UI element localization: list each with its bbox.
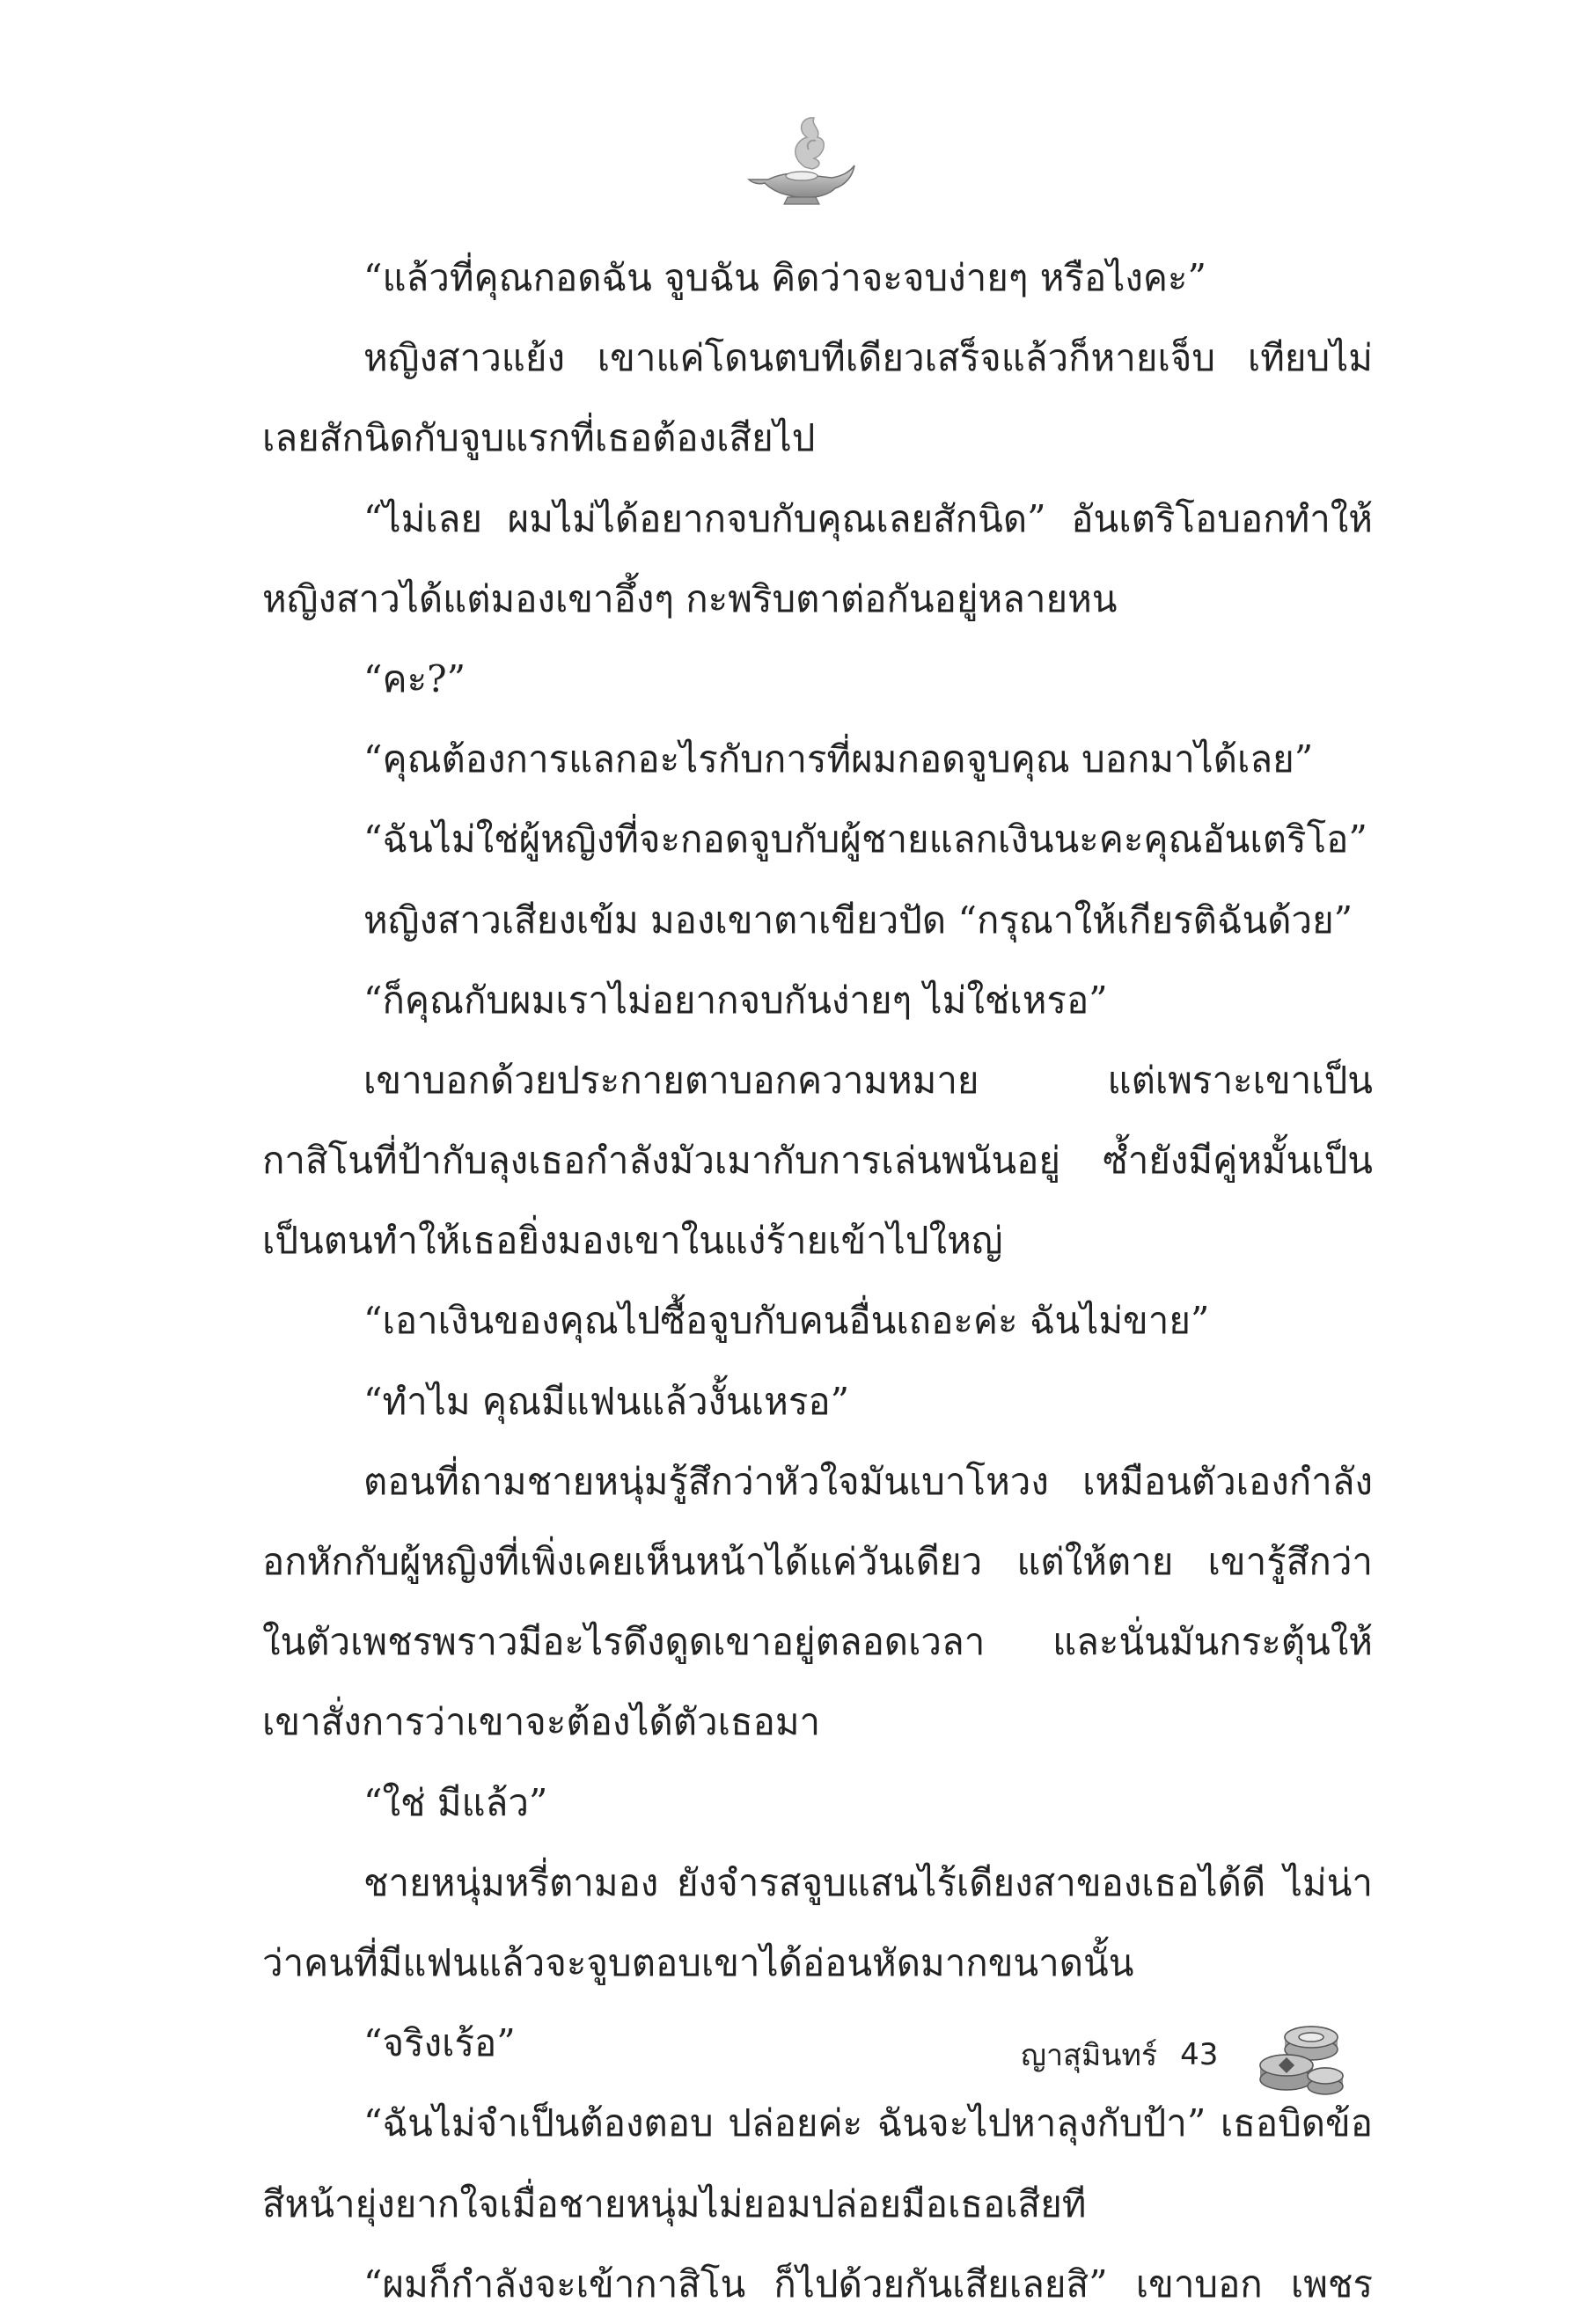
text-line: สีหน้ายุ่งยากใจเมื่อชายหนุ่มไม่ยอมปล่อยมือเธอเสียที (262, 2181, 1087, 2225)
text-line: หญิงสาวเสียงเข้ม มองเขาตาเขียวปัด “กรุณาให้เกียรติฉันด้วย” (363, 898, 1353, 942)
text-line: ตอนที่ถามชายหนุ่มรู้สึกว่าหัวใจมันเบาโหวง เหมือนตัวเองกำลัง (363, 1459, 1373, 1503)
text-line: “คะ?” (363, 656, 466, 700)
magic-lamp-icon (744, 106, 858, 220)
text-line: กาสิโนที่ป้ากับลุงเธอกำลังมัวเมากับการเล่นพนันอยู่ ซ้ำยังมีคู่หมั้นเป็น (262, 1139, 1373, 1183)
text-line: “ฉันไม่ใช่ผู้หญิงที่จะกอดจูบกับผู้ชายแลกเงินนะคะคุณอันเตริโอ” (363, 817, 1367, 861)
text-line: “ฉันไม่จำเป็นต้องตอบ ปล่อยค่ะ ฉันจะไปหาลุงกับป้า” เธอบิดข้อ (363, 2101, 1373, 2145)
author-name: ญาสุมินทร์ (1021, 2038, 1158, 2073)
text-line: “ผมก็กำลังจะเข้ากาสิโน ก็ไปด้วยกันเสียเลยสิ” เขาบอก เพชร (363, 2262, 1373, 2306)
text-line: “ใช่ มีแล้ว” (363, 1780, 548, 1824)
text-line: ชายหนุ่มหรี่ตามอง ยังจำรสจูบแสนไร้เดียงสาของเธอได้ดี ไม่น่า (363, 1860, 1373, 1904)
text-line: “จริงเร้อ” (363, 2021, 516, 2065)
text-line: เขาบอกด้วยประกายตาบอกความหมาย แต่เพราะเขาเป็น (363, 1058, 1373, 1102)
text-line: “แล้วที่คุณกอดฉัน จูบฉัน คิดว่าจะจบง่ายๆ หรือไงคะ” (363, 256, 1206, 299)
text-line: หญิงสาวแย้ง เขาแค่โดนตบทีเดียวเสร็จแล้วก็หายเจ็บ เทียบไม่ (363, 336, 1373, 380)
text-line: อกหักกับผู้หญิงที่เพิ่งเคยเห็นหน้าได้แค่วันเดียว แต่ให้ตาย เขารู้สึกว่า (262, 1540, 1373, 1583)
casino-chips-icon (1250, 2011, 1346, 2099)
text-line: “ไม่เลย ผมไม่ได้อยากจบกับคุณเลยสักนิด” อันเตริโอบอกทำให้ (363, 496, 1373, 540)
page-footer (1021, 2024, 1346, 2086)
body-text (262, 238, 1373, 2324)
text-line: เขาสั่งการว่าเขาจะต้องได้ตัวเธอมา (262, 1700, 821, 1744)
text-line: ว่าคนที่มีแฟนแล้วจะจูบตอบเขาได้อ่อนหัดมากขนาดนั้น (262, 1940, 1134, 1984)
text-line: หญิงสาวได้แต่มองเขาอึ้งๆ กะพริบตาต่อกันอยู่หลายหน (262, 576, 1118, 620)
text-line: เป็นตนทำให้เธอยิ่งมองเขาในแง่ร้ายเข้าไปใหญ่ (262, 1219, 1003, 1263)
text-line: “ก็คุณกับผมเราไม่อยากจบกันง่ายๆ ไม่ใช่เหรอ” (363, 978, 1108, 1022)
text-line: เลยสักนิดกับจูบแรกที่เธอต้องเสียไป (262, 416, 816, 460)
text-line: “ทำไม คุณมีแฟนแล้วงั้นเหรอ” (363, 1379, 850, 1423)
page-number: 43 (1180, 2037, 1219, 2072)
text-line: “เอาเงินของคุณไปซื้อจูบกับคนอื่นเถอะค่ะ ฉันไม่ขาย” (363, 1299, 1210, 1343)
text-line: ในตัวเพชรพราวมีอะไรดึงดูดเขาอยู่ตลอดเวลา และนั่นมันกระตุ้นให้ (262, 1620, 1373, 1664)
text-line: “คุณต้องการแลกอะไรกับการที่ผมกอดจูบคุณ บอกมาได้เลย” (363, 737, 1314, 781)
